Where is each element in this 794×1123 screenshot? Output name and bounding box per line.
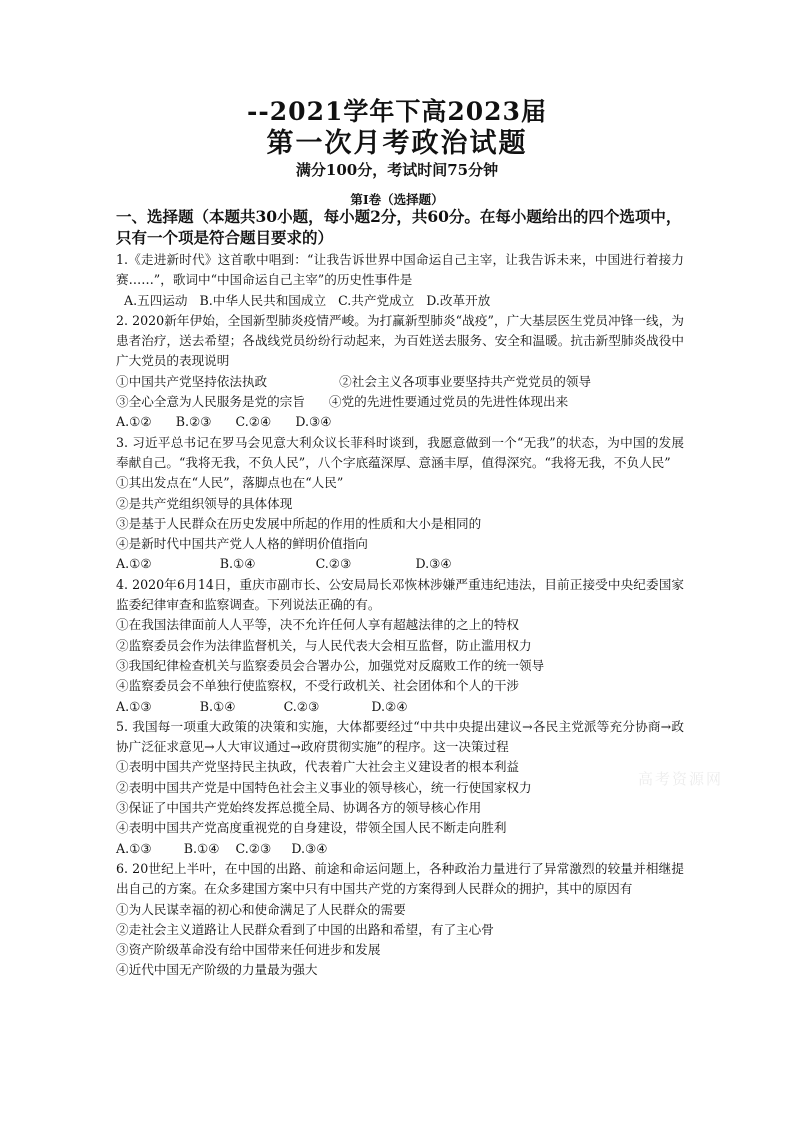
exam-title-line1: --2021学年下高2023届 xyxy=(247,97,547,126)
statement: ③全心全意为人民服务是党的宗旨 ④党的先进性要通过党员的先进性体现出来 xyxy=(116,394,569,410)
question-stem: 6. 20世纪上半叶，在中国的出路、前途和命运问题上，各种政治力量进行了异常激烈的较量并相继提出自己的方案。在众多建国方案中只有中国共产党的方案得到人民群众的拥护，其中的原因有 xyxy=(116,860,684,897)
question-2 xyxy=(116,311,684,433)
statement: ③资产阶级革命没有给中国带来任何进步和发展 xyxy=(116,942,381,958)
statement: ③保证了中国共产党始终发挥总揽全局、协调各方的领导核心作用 xyxy=(116,800,482,816)
question-options: A.①② B.②③ C.②④ D.③④ xyxy=(116,414,332,430)
question-stem: 3. 习近平总书记在罗马会见意大利众议长菲科时谈到，我愿意做到一个“无我”的状态，为中国的发展奉献自己。“我将无我，不负人民”，八个字底蕴深厚、意涵丰厚，值得深究。“我将无我，不负人民” xyxy=(116,434,684,470)
statement: ②监察委员会作为法律监督机关，与人民代表大会相互监督，防止滥用权力 xyxy=(116,637,532,653)
statement: ①在我国法律面前人人平等，决不允许任何人享有超越法律的之上的特权 xyxy=(116,617,519,633)
statement: ③是基于人民群众在历史发展中所起的作用的性质和大小是相同的 xyxy=(116,515,482,531)
exam-title-line2: 第一次月考政治试题 xyxy=(266,128,528,159)
question-6 xyxy=(116,859,684,981)
statement: ①其出发点在“人民”，落脚点也在“人民” xyxy=(116,475,344,491)
question-options: A.①③ B.①④ C.②③ D.③④ xyxy=(116,840,328,856)
question-stem: 2. 2020新年伊始，全国新型肺炎疫情严峻。为打赢新型肺炎“战疫”，广大基层医生党员冲锋一线，为患者治疗，送去希望；各战线党员纷纷行动起来，为百姓送去服务、安全和温暖。抗击新型肺炎战役中广大党员的表现说明 xyxy=(116,312,684,369)
question-5 xyxy=(116,717,684,859)
statement: ③我国纪律检查机关与监察委员会合署办公，加强党对反腐败工作的统一领导 xyxy=(116,657,545,673)
watermark: 高考资源网 xyxy=(638,770,724,788)
statement: ④是新时代中国共产党人人格的鲜明价值指向 xyxy=(116,536,368,552)
statement: ④表明中国共产党高度重视党的自身建设，带领全国人民不断走向胜利 xyxy=(116,820,507,836)
statement: ①中国共产党坚持依法执政 ②社会主义各项事业要坚持共产党党员的领导 xyxy=(116,373,592,389)
statement: ②表明中国共产党是中国特色社会主义事业的领导核心，统一行使国家权力 xyxy=(116,779,532,795)
question-3 xyxy=(116,433,684,575)
part-label: 第Ⅰ卷（选择题） xyxy=(350,192,444,207)
question-options: A.①③ B.①④ C.②③ D.②④ xyxy=(116,698,408,714)
statement: ④近代中国无产阶级的力量最为强大 xyxy=(116,962,318,978)
question-stem: 1.《走进新时代》这首歌中唱到：“让我告诉世界中国命运自己主宰，让我告诉未来，中国进行着接力赛……”，歌词中“中国命运自己主宰”的历史性事件是 xyxy=(116,252,684,288)
statement: ②是共产党组织领导的具体体现 xyxy=(116,495,293,511)
question-options: A.①② B.①④ C.②③ D.③④ xyxy=(116,556,452,572)
exam-content xyxy=(116,206,684,981)
question-4 xyxy=(116,575,684,717)
question-options: A.五四运动 B.中华人民共和国成立 C.共产党成立 D.改革开放 xyxy=(116,292,491,308)
question-stem: 5. 我国每一项重大政策的决策和实施，大体都要经过“中共中央提出建议→各民主党派等充分协商→政协广泛征求意见→人大审议通过→政府贯彻实施”的程序。这一决策过程 xyxy=(116,718,684,755)
statement: ④监察委员会不单独行使监察权，不受行政机关、社会团体和个人的干涉 xyxy=(116,678,519,694)
statement: ②走社会主义道路让人民群众看到了中国的出路和希望，有了主心骨 xyxy=(116,921,494,937)
question-1 xyxy=(116,250,684,311)
statement: ①为人民谋幸福的初心和使命满足了人民群众的需要 xyxy=(116,901,406,917)
question-stem: 4. 2020年6月14日，重庆市副市长、公安局局长邓恢林涉嫌严重违纪违法，目前正接受中央纪委国家监委纪律审查和监察调查。下列说法正确的有。 xyxy=(116,576,684,613)
exam-subtitle: 满分100分，考试时间75分钟 xyxy=(295,161,499,179)
section-heading: 一、选择题（本题共30小题，每小题2分，共60分。在每小题给出的四个选项中，只有一个项是符合题目要求的） xyxy=(116,207,682,247)
statement: ①表明中国共产党坚持民主执政，代表着广大社会主义建设者的根本利益 xyxy=(116,759,519,775)
